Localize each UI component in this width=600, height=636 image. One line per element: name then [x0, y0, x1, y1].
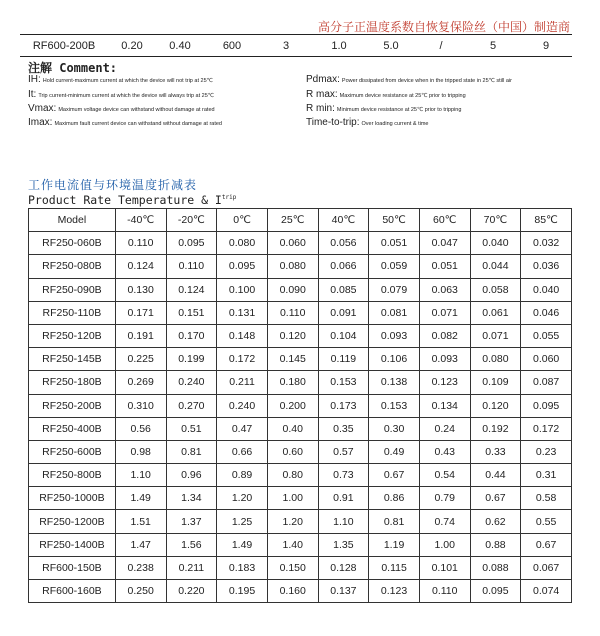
column-header: 50℃ [369, 209, 420, 232]
top-row-rule [20, 56, 572, 57]
value-cell: 0.087 [521, 371, 572, 394]
value-cell: 1.56 [166, 533, 217, 556]
value-cell: 0.120 [470, 394, 521, 417]
value-cell: 0.051 [369, 232, 420, 255]
value-cell: 0.124 [166, 278, 217, 301]
value-cell: 0.62 [470, 510, 521, 533]
top-cell: / [439, 40, 443, 52]
value-cell: 0.60 [267, 440, 318, 463]
value-cell: 0.093 [419, 348, 470, 371]
value-cell: 0.067 [521, 556, 572, 579]
top-cell: 3 [282, 40, 290, 52]
value-cell: 0.199 [166, 348, 217, 371]
value-cell: 0.145 [267, 348, 318, 371]
value-cell: 0.090 [267, 278, 318, 301]
value-cell: 0.73 [318, 464, 369, 487]
value-cell: 0.200 [267, 394, 318, 417]
model-cell: RF250-060B [29, 232, 116, 255]
table-row [29, 394, 572, 417]
model-cell: RF250-600B [29, 440, 116, 463]
value-cell: 0.091 [318, 301, 369, 324]
value-cell: 0.44 [470, 464, 521, 487]
value-cell: 0.191 [115, 324, 166, 347]
value-cell: 0.81 [166, 440, 217, 463]
top-cell: 0.20 [121, 40, 143, 52]
value-cell: 0.123 [369, 580, 420, 603]
value-cell: 0.86 [369, 487, 420, 510]
derating-table [28, 208, 572, 603]
value-cell: 0.044 [470, 255, 521, 278]
value-cell: 0.138 [369, 371, 420, 394]
value-cell: 0.220 [166, 580, 217, 603]
value-cell: 0.43 [419, 440, 470, 463]
column-header: -40℃ [115, 209, 166, 232]
value-cell: 0.67 [521, 533, 572, 556]
value-cell: 0.063 [419, 278, 470, 301]
value-cell: 0.172 [217, 348, 268, 371]
value-cell: 0.056 [318, 232, 369, 255]
value-cell: 0.079 [369, 278, 420, 301]
model-cell: RF250-800B [29, 464, 116, 487]
column-header: 85℃ [521, 209, 572, 232]
value-cell: 0.066 [318, 255, 369, 278]
value-cell: 0.032 [521, 232, 572, 255]
value-cell: 0.060 [267, 232, 318, 255]
model-cell: RF600-160B [29, 580, 116, 603]
value-cell: 0.310 [115, 394, 166, 417]
value-cell: 0.49 [369, 440, 420, 463]
table-row [29, 255, 572, 278]
value-cell: 0.088 [470, 556, 521, 579]
value-cell: 0.88 [470, 533, 521, 556]
value-cell: 0.172 [521, 417, 572, 440]
value-cell: 0.24 [419, 417, 470, 440]
comment-imax: Imax: Maximum fault current device can withstand without damage at rated [28, 117, 222, 128]
table-row [29, 324, 572, 347]
model-cell: RF250-145B [29, 348, 116, 371]
value-cell: 0.040 [521, 278, 572, 301]
value-cell: 1.19 [369, 533, 420, 556]
table-row [29, 464, 572, 487]
value-cell: 0.109 [470, 371, 521, 394]
value-cell: 0.059 [369, 255, 420, 278]
model-cell: RF250-090B [29, 278, 116, 301]
value-cell: 0.153 [318, 371, 369, 394]
value-cell: 0.33 [470, 440, 521, 463]
value-cell: 0.095 [470, 580, 521, 603]
value-cell: 0.67 [470, 487, 521, 510]
top-row [20, 37, 572, 55]
column-header: 70℃ [470, 209, 521, 232]
value-cell: 0.153 [369, 394, 420, 417]
value-cell: 0.095 [521, 394, 572, 417]
table-row [29, 510, 572, 533]
value-cell: 0.57 [318, 440, 369, 463]
column-header: Model [29, 209, 116, 232]
value-cell: 1.25 [217, 510, 268, 533]
value-cell: 0.095 [217, 255, 268, 278]
model-cell: RF250-1400B [29, 533, 116, 556]
value-cell: 0.046 [521, 301, 572, 324]
value-cell: 0.40 [267, 417, 318, 440]
value-cell: 1.47 [115, 533, 166, 556]
value-cell: 1.37 [166, 510, 217, 533]
value-cell: 0.071 [419, 301, 470, 324]
value-cell: 0.55 [521, 510, 572, 533]
table-row [29, 301, 572, 324]
top-cell: 5 [489, 40, 497, 52]
top-cell: RF600-200B [32, 40, 96, 52]
value-cell: 0.211 [166, 556, 217, 579]
value-cell: 1.49 [217, 533, 268, 556]
top-cell: 5.0 [383, 40, 399, 52]
value-cell: 0.148 [217, 324, 268, 347]
model-cell: RF250-1000B [29, 487, 116, 510]
comment-title: 注解 Comment: [28, 61, 118, 75]
value-cell: 0.080 [217, 232, 268, 255]
table-row [29, 278, 572, 301]
section-title-en: Product Rate Temperature & $I^{trip}$ [28, 193, 237, 207]
value-cell: 0.192 [470, 417, 521, 440]
value-cell: 1.10 [318, 510, 369, 533]
table-row [29, 580, 572, 603]
table-header-row [29, 209, 572, 232]
value-cell: 1.51 [115, 510, 166, 533]
value-cell: 0.211 [217, 371, 268, 394]
value-cell: 0.31 [521, 464, 572, 487]
value-cell: 0.036 [521, 255, 572, 278]
top-cell: 0.40 [169, 40, 191, 52]
value-cell: 0.071 [470, 324, 521, 347]
value-cell: 0.047 [419, 232, 470, 255]
top-rule [20, 34, 572, 35]
table-row [29, 417, 572, 440]
value-cell: 0.080 [470, 348, 521, 371]
comment-time-to-trip: Time-to-trip: Over loading current & time [306, 117, 429, 128]
value-cell: 0.23 [521, 440, 572, 463]
value-cell: 0.110 [419, 580, 470, 603]
column-header: 25℃ [267, 209, 318, 232]
value-cell: 0.137 [318, 580, 369, 603]
value-cell: 0.54 [419, 464, 470, 487]
value-cell: 0.67 [369, 464, 420, 487]
value-cell: 0.195 [217, 580, 268, 603]
value-cell: 1.20 [267, 510, 318, 533]
value-cell: 0.060 [521, 348, 572, 371]
comment-ih: IH: Hold current-maximum current at which the device will not trip at 25℃ [28, 74, 213, 85]
value-cell: 0.134 [419, 394, 470, 417]
value-cell: 0.56 [115, 417, 166, 440]
value-cell: 0.225 [115, 348, 166, 371]
value-cell: 0.124 [115, 255, 166, 278]
top-cell: 9 [542, 40, 550, 52]
model-cell: RF250-120B [29, 324, 116, 347]
value-cell: 0.115 [369, 556, 420, 579]
value-cell: 0.151 [166, 301, 217, 324]
value-cell: 0.269 [115, 371, 166, 394]
value-cell: 0.120 [267, 324, 318, 347]
value-cell: 0.240 [166, 371, 217, 394]
value-cell: 0.79 [419, 487, 470, 510]
value-cell: 0.085 [318, 278, 369, 301]
column-header: 0℃ [217, 209, 268, 232]
table-row [29, 487, 572, 510]
value-cell: 0.040 [470, 232, 521, 255]
value-cell: 1.34 [166, 487, 217, 510]
value-cell: 0.160 [267, 580, 318, 603]
column-header: 40℃ [318, 209, 369, 232]
value-cell: 0.100 [217, 278, 268, 301]
value-cell: 0.98 [115, 440, 166, 463]
comment-pdmax: Pdmax: Power dissipated from device when in the tripped state in 25℃ still air [306, 74, 512, 85]
model-cell: RF600-150B [29, 556, 116, 579]
value-cell: 0.058 [470, 278, 521, 301]
value-cell: 0.270 [166, 394, 217, 417]
value-cell: 0.101 [419, 556, 470, 579]
value-cell: 0.104 [318, 324, 369, 347]
value-cell: 0.173 [318, 394, 369, 417]
value-cell: 0.238 [115, 556, 166, 579]
value-cell: 0.91 [318, 487, 369, 510]
value-cell: 0.35 [318, 417, 369, 440]
value-cell: 0.183 [217, 556, 268, 579]
table-row [29, 440, 572, 463]
value-cell: 0.093 [369, 324, 420, 347]
value-cell: 1.35 [318, 533, 369, 556]
value-cell: 1.20 [217, 487, 268, 510]
top-cell: 1.0 [331, 40, 347, 52]
value-cell: 1.00 [419, 533, 470, 556]
value-cell: 0.055 [521, 324, 572, 347]
value-cell: 0.58 [521, 487, 572, 510]
value-cell: 0.110 [267, 301, 318, 324]
value-cell: 0.250 [115, 580, 166, 603]
value-cell: 1.00 [267, 487, 318, 510]
value-cell: 0.150 [267, 556, 318, 579]
value-cell: 1.49 [115, 487, 166, 510]
section-title-cn: 工作电流值与环境温度折减表 [28, 178, 198, 192]
value-cell: 0.171 [115, 301, 166, 324]
comment-rmin: R min: Minimum device resistance at 25℃ prior to tripping [306, 103, 462, 114]
value-cell: 0.47 [217, 417, 268, 440]
column-header: -20℃ [166, 209, 217, 232]
table-row [29, 348, 572, 371]
table-row [29, 533, 572, 556]
model-cell: RF250-080B [29, 255, 116, 278]
value-cell: 0.095 [166, 232, 217, 255]
top-cell: 600 [222, 40, 242, 52]
value-cell: 0.080 [267, 255, 318, 278]
value-cell: 0.119 [318, 348, 369, 371]
comment-rmax: R max: Maximum device resistance at 25℃ prior to tripping [306, 89, 466, 100]
value-cell: 0.81 [369, 510, 420, 533]
value-cell: 0.082 [419, 324, 470, 347]
value-cell: 0.51 [166, 417, 217, 440]
value-cell: 0.110 [166, 255, 217, 278]
value-cell: 0.96 [166, 464, 217, 487]
model-cell: RF250-1200B [29, 510, 116, 533]
value-cell: 0.123 [419, 371, 470, 394]
table-row [29, 232, 572, 255]
value-cell: 0.051 [419, 255, 470, 278]
company-header: 高分子正温度系数自恢复保险丝（中国）制造商 [317, 20, 570, 34]
comment-it: It: Trip current-minimum current at which the device will always trip at 25℃ [28, 89, 214, 100]
value-cell: 0.130 [115, 278, 166, 301]
value-cell: 0.240 [217, 394, 268, 417]
value-cell: 0.074 [521, 580, 572, 603]
value-cell: 0.081 [369, 301, 420, 324]
value-cell: 0.80 [267, 464, 318, 487]
value-cell: 0.131 [217, 301, 268, 324]
value-cell: 0.061 [470, 301, 521, 324]
model-cell: RF250-200B [29, 394, 116, 417]
table-row [29, 556, 572, 579]
value-cell: 0.128 [318, 556, 369, 579]
value-cell: 0.89 [217, 464, 268, 487]
value-cell: 1.40 [267, 533, 318, 556]
table-row [29, 371, 572, 394]
model-cell: RF250-400B [29, 417, 116, 440]
column-header: 60℃ [419, 209, 470, 232]
value-cell: 0.66 [217, 440, 268, 463]
value-cell: 0.30 [369, 417, 420, 440]
comment-vmax: Vmax: Maximum voltage device can withstand without damage at rated [28, 103, 215, 114]
model-cell: RF250-110B [29, 301, 116, 324]
value-cell: 0.74 [419, 510, 470, 533]
value-cell: 0.106 [369, 348, 420, 371]
model-cell: RF250-180B [29, 371, 116, 394]
value-cell: 0.170 [166, 324, 217, 347]
value-cell: 0.110 [115, 232, 166, 255]
value-cell: 0.180 [267, 371, 318, 394]
value-cell: 1.10 [115, 464, 166, 487]
